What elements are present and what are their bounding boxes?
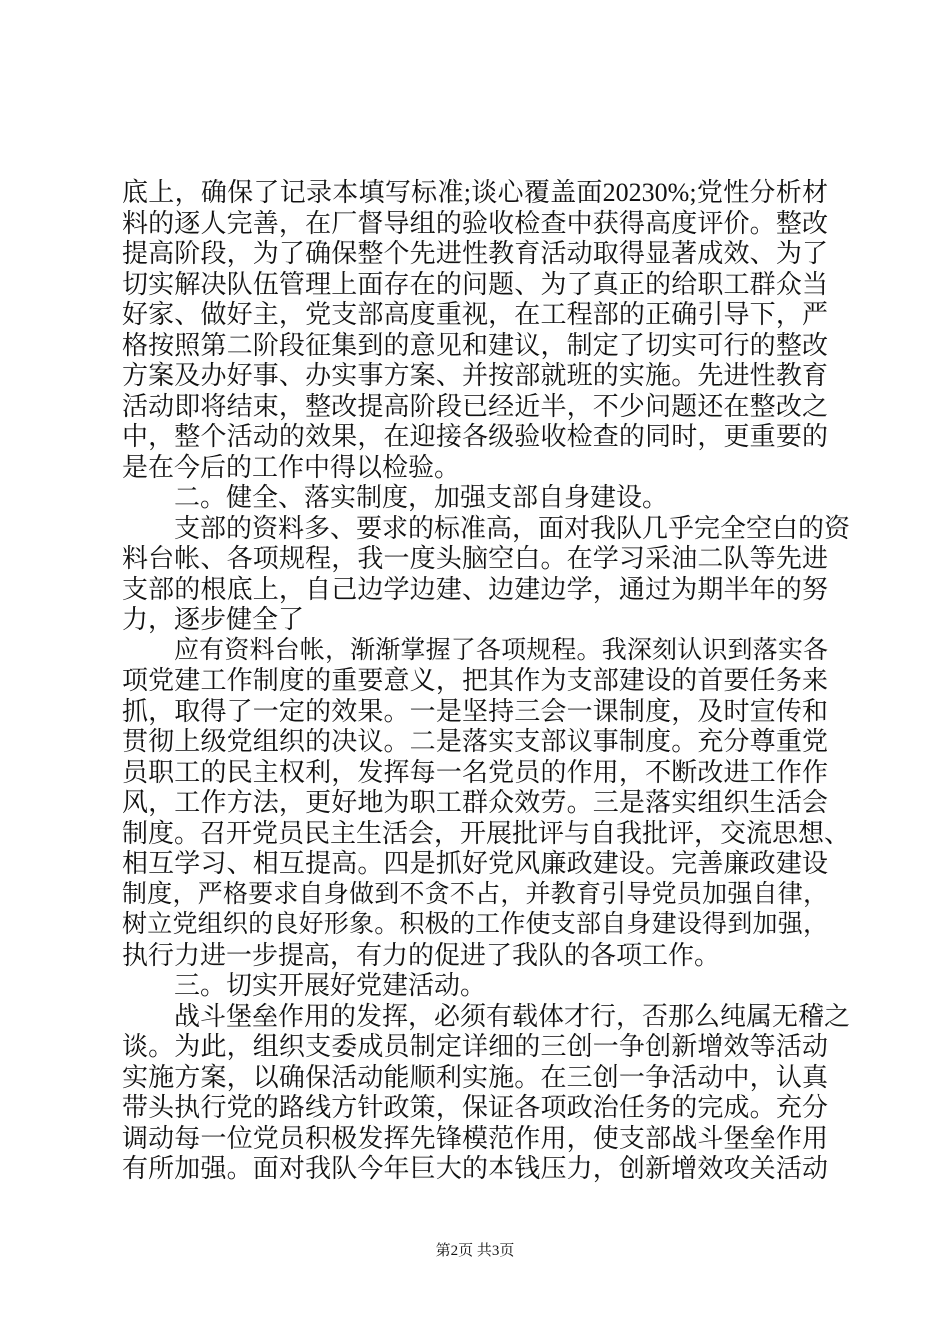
text-line: 提高阶段，为了确保整个先进性教育活动取得显著成效、为了 (122, 239, 828, 268)
text-line: 支部的根底上，自己边学边建、边建边学，通过为期半年的努 (122, 574, 828, 604)
text-line: 制度，严格要求自身做到不贪不占，并教育引导党员加强自律， (122, 880, 828, 908)
section-heading-2 (122, 483, 828, 514)
text-line: 是在今后的工作中得以检验。 (122, 452, 461, 482)
text-line: 有所加强。面对我队今年巨大的本钱压力，创新增效攻关活动 (122, 1154, 828, 1183)
page-footer (0, 1240, 950, 1262)
text-line: 谈。为此，组织支委成员制定详细的三创一争创新增效等活动 (122, 1032, 828, 1061)
section-heading-text: 二。健全、落实制度，加强支部自身建设。 (174, 483, 669, 512)
text-line: 风，工作方法，更好地为职工群众效劳。三是落实组织生活会 (122, 788, 828, 817)
paragraph-continuation (122, 178, 828, 483)
text-line: 料的逐人完善，在厂督导组的验收检查中获得高度评价。整改 (122, 208, 828, 238)
text-line: 底上，确保了记录本填写标准;谈心覆盖面20230%;党性分析材 (122, 178, 828, 207)
text-line: 带头执行党的路线方针政策，保证各项政治任务的完成。充分 (122, 1093, 828, 1122)
text-line: 活动即将结束，整改提高阶段已经近半，不少问题还在整改之 (122, 391, 828, 421)
text-line: 切实解决队伍管理上面存在的问题、为了真正的给职工群众当 (122, 269, 828, 299)
text-line: 树立党组织的良好形象。积极的工作使支部自身建设得到加强， (122, 911, 828, 938)
document-body (122, 178, 851, 1185)
text-line: 执行力进一步提高，有力的促进了我队的各项工作。 (122, 940, 721, 970)
text-line: 调动每一位党员积极发挥先锋模范作用，使支部战斗堡垒作用 (122, 1123, 828, 1153)
paragraph (122, 636, 851, 972)
text-line: 格按照第二阶段征集到的意见和建议，制定了切实可行的整改 (122, 330, 828, 360)
text-line: 方案及办好事、办实事方案、并按部就班的实施。先进性教育 (122, 361, 828, 390)
section-heading-text: 三。切实开展好党建活动。 (174, 971, 487, 1000)
text-line: 战斗堡垒作用的发挥，必须有载体才行，否那么纯属无稽之 (174, 1001, 851, 1031)
text-line: 贯彻上级党组织的决议。二是落实支部议事制度。充分尊重党 (122, 727, 828, 756)
text-line: 中，整个活动的效果，在迎接各级验收检查的同时，更重要的 (122, 422, 828, 451)
text-line: 项党建工作制度的重要意义，把其作为支部建设的首要任务来 (122, 666, 828, 695)
text-line: 员职工的民主权利，发挥每一名党员的作用，不断改进工作作 (122, 757, 828, 787)
text-line: 相互学习、相互提高。四是抓好党风廉政建设。完善廉政建设 (122, 849, 828, 878)
text-line: 实施方案，以确保活动能顺利实施。在三创一争活动中，认真 (122, 1062, 828, 1092)
paragraph (122, 1001, 851, 1185)
text-line: 应有资料台帐，渐渐掌握了各项规程。我深刻认识到落实各 (174, 636, 828, 664)
text-line: 支部的资料多、要求的标准高，面对我队几乎完全空白的资 (174, 513, 851, 543)
text-line: 制度。召开党员民主生活会，开展批评与自我批评，交流思想、 (122, 818, 851, 848)
page-number-label: 第2页 共3页 (435, 1243, 515, 1259)
text-line: 抓，取得了一定的效果。一是坚持三会一课制度，及时宣传和 (122, 696, 828, 726)
section-heading-3 (122, 971, 828, 1002)
text-line: 好家、做好主，党支部高度重视，在工程部的正确引导下，严 (122, 300, 828, 329)
text-line: 力，逐步健全了 (122, 605, 305, 634)
text-line: 料台帐、各项规程，我一度头脑空白。在学习采油二队等先进 (122, 544, 828, 573)
paragraph (122, 513, 851, 636)
